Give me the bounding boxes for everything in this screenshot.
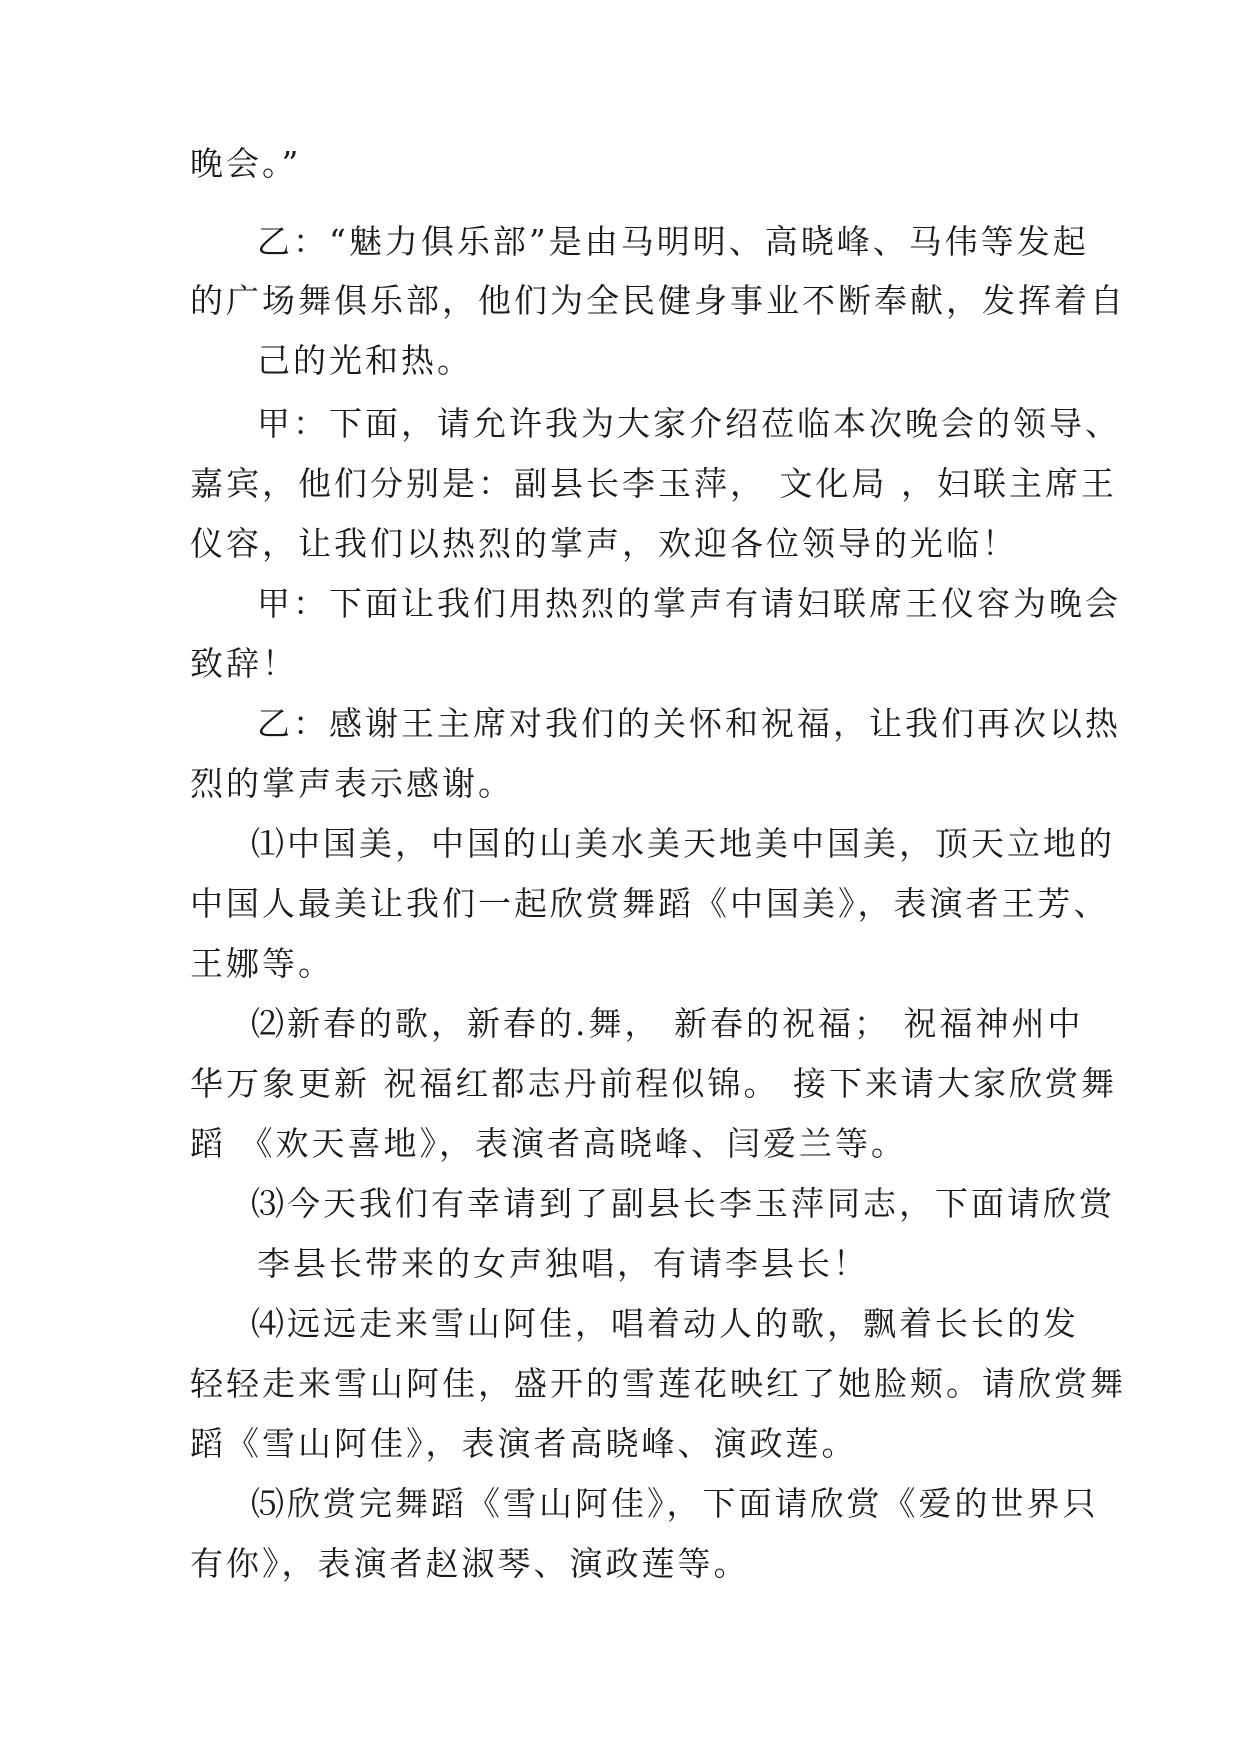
text-line: ⑸欣赏完舞蹈《雪山阿佳》，下面请欣赏《爱的世界只 — [251, 1484, 1099, 1523]
text-line: ⑷远远走来雪山阿佳，唱着动人的歌，飘着长长的发 — [251, 1304, 1079, 1343]
text-line: 己的光和热。 — [257, 341, 473, 380]
text-line: 甲：下面，请允许我为大家介绍莅临本次晚会的领导、 — [257, 404, 1121, 443]
text-line: 烈的掌声表示感谢。 — [190, 764, 514, 803]
text-line: 王娜等。 — [190, 944, 334, 983]
text-line: 致辞！ — [190, 644, 298, 683]
text-line: 乙：感谢王主席对我们的关怀和祝福，让我们再次以热 — [257, 704, 1121, 743]
text-line: ⑶今天我们有幸请到了副县长李玉萍同志，下面请欣赏 — [251, 1184, 1115, 1223]
text-line: 晚会。” — [190, 144, 302, 183]
text-line: 华万象更新 祝福红都志丹前程似锦。 接下来请大家欣赏舞 — [190, 1064, 1117, 1103]
text-line: 的广场舞俱乐部，他们为全民健身事业不断奉献，发挥着自 — [190, 281, 1126, 320]
text-line: 有你》，表演者赵淑琴、演政莲等。 — [190, 1544, 750, 1583]
text-line: 李县长带来的女声独唱，有请李县长！ — [257, 1244, 869, 1283]
text-line: 蹈 《欢天喜地》，表演者高晓峰、闫爱兰等。 — [190, 1124, 907, 1163]
text-line: 甲：下面让我们用热烈的掌声有请妇联席王仪容为晚会 — [257, 584, 1121, 623]
text-line: ⑵新春的歌，新春的.舞， 新春的祝福； 祝福神州中 — [251, 1004, 1084, 1043]
text-line: 嘉宾，他们分别是：副县长李玉萍， 文化局 ，妇联主席王 — [190, 464, 1117, 503]
text-line: 中国人最美让我们一起欣赏舞蹈《中国美》，表演者王芳、 — [190, 884, 1110, 923]
text-line: 轻轻走来雪山阿佳，盛开的雪莲花映红了她脸颊。请欣赏舞 — [190, 1364, 1126, 1403]
text-line: 乙：“魅力俱乐部”是由马明明、高晓峰、马伟等发起 — [257, 222, 1089, 261]
text-line: 蹈《雪山阿佳》，表演者高晓峰、演政莲。 — [190, 1424, 858, 1463]
text-line: 仪容，让我们以热烈的掌声，欢迎各位领导的光临！ — [190, 524, 1018, 563]
text-line: ⑴中国美，中国的山美水美天地美中国美，顶天立地的 — [251, 824, 1115, 863]
